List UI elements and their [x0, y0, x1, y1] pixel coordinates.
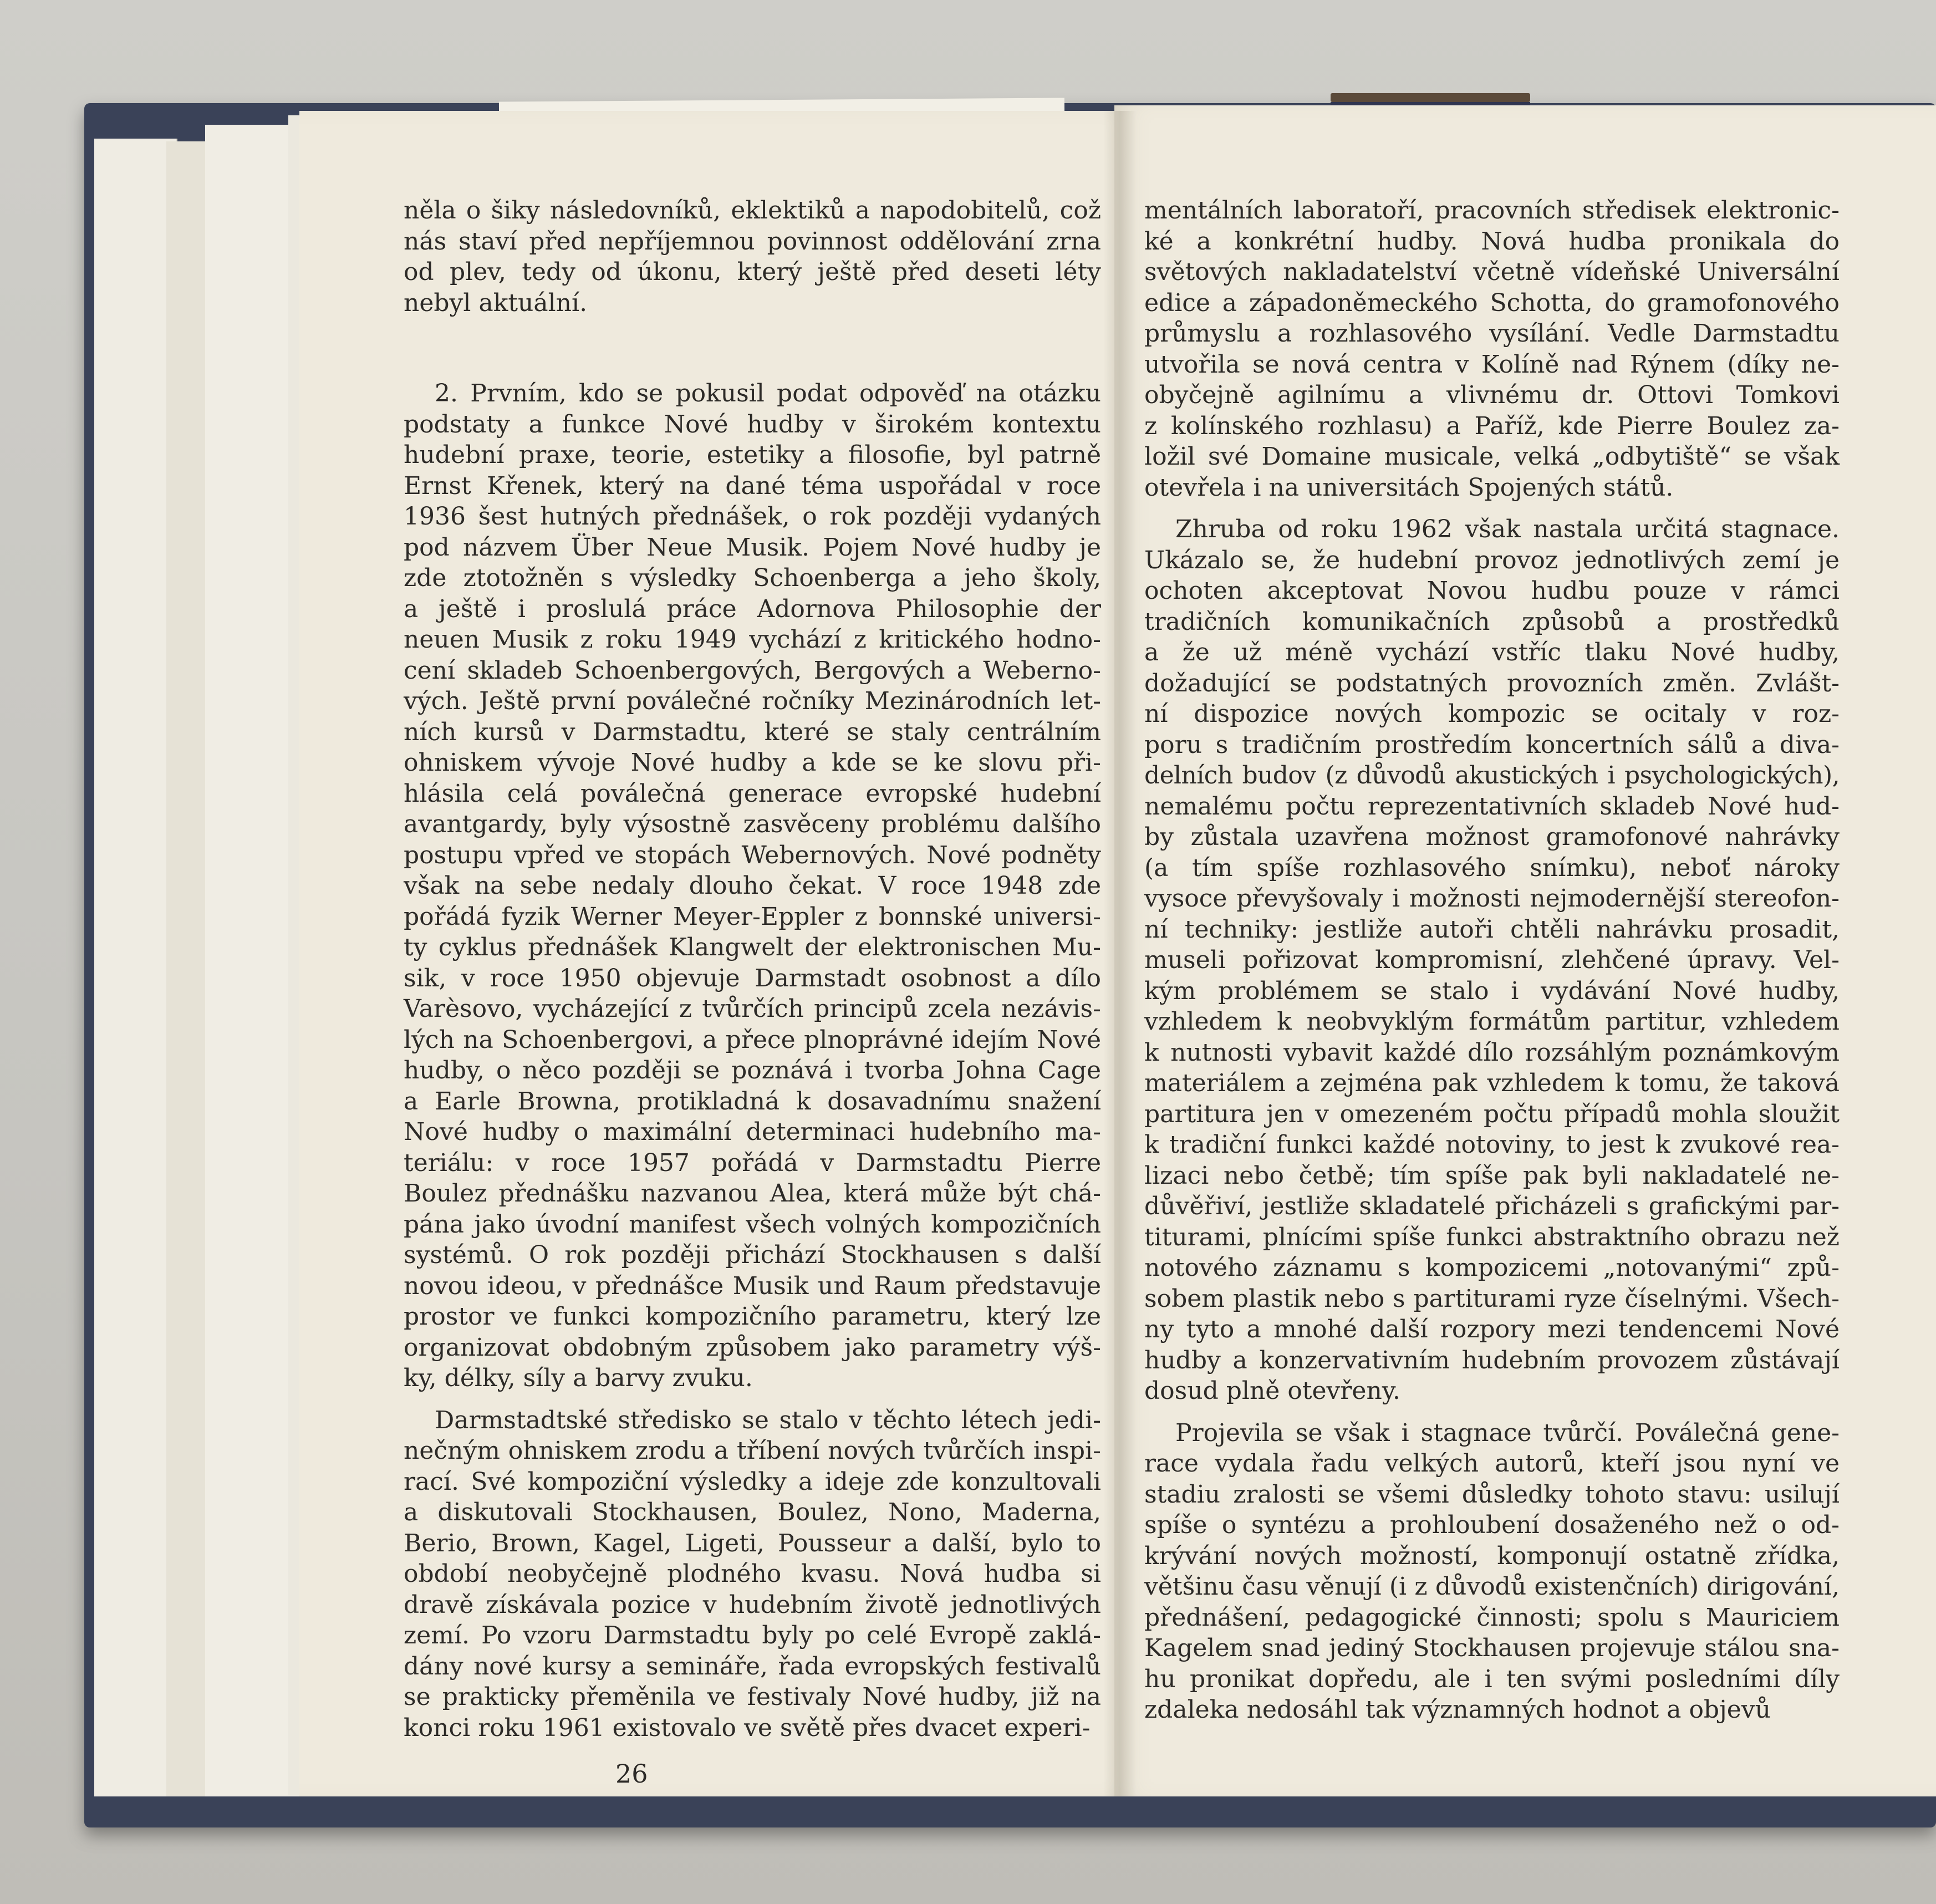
text-line: hudby a konzervativním hudebním provozem zůstávají: [1144, 1346, 1840, 1374]
text-line: mentálních laboratoří, pracovních středisek elektronic-: [1144, 196, 1840, 225]
text-line: ké a konkrétní hudby. Nová hudba pronikala do: [1144, 227, 1840, 256]
text-line: ochoten akceptovat Novou hudbu pouze v rámci: [1144, 577, 1840, 605]
text-line: z kolínského rozhlasu) a Paříž, kde Pierre Boulez za-: [1144, 411, 1840, 440]
text-line: vzhledem k neobvyklým formátům partitur, vzhledem: [1144, 1007, 1840, 1036]
text-line: dány nové kursy a semináře, řada evropských festivalů: [404, 1652, 1101, 1681]
text-line: Kagelem snad jediný Stockhausen projevuje stálou sna-: [1144, 1634, 1840, 1662]
text-line: sobem plastik nebo s partiturami ryze číselnými. Všech-: [1144, 1284, 1840, 1313]
text-line: vých. Ještě první poválečné ročníky Mezinárodních let-: [404, 687, 1101, 715]
text-line: cení skladeb Schoenbergových, Bergových a Weberno-: [404, 656, 1101, 685]
paragraph: [1144, 195, 1840, 503]
text-line: dožadující se podstatných provozních změn. Zvlášt-: [1144, 669, 1840, 698]
text-line: něla o šiky následovníků, eklektiků a napodobitelů, což: [404, 196, 1101, 225]
text-line: nečným ohniskem zrodu a tříbení nových tvůrčích inspi-: [404, 1437, 1101, 1465]
text-line: Ernst Křenek, který na dané téma uspořádal v roce: [404, 471, 1101, 500]
text-line: průmyslu a rozhlasového vysílání. Vedle Darmstadtu: [1144, 319, 1840, 348]
text-line: obyčejně agilnímu a vlivnému dr. Ottovi Tomkovi: [1144, 381, 1840, 409]
text-line: hu pronikat dopředu, ale i ten svými posledními díly: [1144, 1664, 1840, 1693]
text-line: období neobyčejně plodného kvasu. Nová hudba si: [404, 1560, 1101, 1588]
text-line: ních kursů v Darmstadtu, které se staly centrálním: [404, 717, 1101, 746]
text-line: Ukázalo se, že hudební provoz jednotlivých zemí je: [1144, 546, 1840, 574]
text-line: důvěřiví, jestliže skladatelé přicházeli s grafickými par-: [1144, 1192, 1840, 1220]
text-line: přednášení, pedagogické činnosti; spolu s Mauriciem: [1144, 1603, 1840, 1632]
text-line: ní dispozice nových kompozic se ocitaly v roz-: [1144, 700, 1840, 728]
text-line: 1936 šest hutných přednášek, o rok později vydaných: [404, 502, 1101, 531]
text-line: Berio, Brown, Kagel, Ligeti, Pousseur a další, bylo to: [404, 1529, 1101, 1557]
text-line: Darmstadtské středisko se stalo v těchto létech jedi-: [435, 1406, 1101, 1434]
text-line: však na sebe nedaly dlouho čekat. V roce 1948 zde: [404, 872, 1101, 900]
text-line: světových nakladatelství včetně vídeňské Universální: [1144, 258, 1840, 286]
paragraph-gap: [404, 318, 1101, 378]
text-line: většinu času věnují (i z důvodů existenčních) dirigování,: [1144, 1572, 1840, 1601]
paragraph-gap: [1144, 1407, 1840, 1418]
text-line: neuen Musik z roku 1949 vychází z kritického hodno-: [404, 625, 1101, 654]
text-line: by zůstala uzavřena možnost gramofonové nahrávky: [1144, 823, 1840, 851]
text-line: rací. Své kompoziční výsledky a ideje zde konzultovali: [404, 1467, 1101, 1496]
text-line: (a tím spíše rozhlasového snímku), neboť nároky: [1144, 853, 1840, 882]
text-line: otevřela i na universitách Spojených států.: [1144, 473, 1674, 502]
text-line: k tradiční funkci každé notoviny, to jest k zvukové rea-: [1144, 1131, 1840, 1159]
text-line: 2. Prvním, kdo se pokusil podat odpověď na otázku: [435, 379, 1101, 408]
text-line: hlásila celá poválečná generace evropské hudební: [404, 779, 1101, 808]
paragraph-gap: [404, 1394, 1101, 1405]
text-line: utvořila se nová centra v Kolíně nad Rýnem (díky ne-: [1144, 350, 1840, 379]
text-line: spíše o syntézu a prohloubení dosaženého než o od-: [1144, 1511, 1840, 1539]
text-line: krývání nových možností, komponují ostatně zřídka,: [1144, 1541, 1840, 1570]
text-line: podstaty a funkce Nové hudby v širokém kontextu: [404, 410, 1101, 439]
text-line: hudební praxe, teorie, estetiky a filosofie, byl patrně: [404, 441, 1101, 469]
text-line: se prakticky přeměnila ve festivaly Nové hudby, již na: [404, 1683, 1101, 1711]
text-line: organizovat obdobným způsobem jako parametry výš-: [404, 1333, 1101, 1362]
text-line: tradičních komunikačních způsobů a prostředků: [1144, 607, 1840, 636]
book-gutter: [1103, 111, 1137, 1796]
text-line: titurami, plnícími spíše funkci abstraktního obrazu než: [1144, 1223, 1840, 1251]
page-number: 26: [615, 1759, 648, 1789]
text-line: a ještě i proslulá práce Adornova Philosophie der: [404, 594, 1101, 623]
text-line: stadiu zralosti se všemi důsledky tohoto stavu: usilují: [1144, 1480, 1840, 1509]
text-line: ní techniky: jestliže autoři chtěli nahrávku prosadit,: [1144, 915, 1840, 944]
text-line: ložil své Domaine musicale, velká „odbytiště“ se však: [1144, 442, 1840, 471]
text-line: zdaleka nedosáhl tak významných hodnot a objevů: [1144, 1696, 1771, 1724]
paragraph: [404, 1405, 1101, 1744]
text-line: Projevila se však i stagnace tvůrčí. Poválečná gene-: [1175, 1418, 1840, 1447]
text-line: avantgardy, byly výsostně zasvěceny problému dalšího: [404, 810, 1101, 838]
text-line: lých na Schoenbergovi, a přece plnoprávné idejím Nové: [404, 1025, 1101, 1054]
text-line: od plev, tedy od úkonu, který ještě před deseti léty: [404, 258, 1101, 286]
text-line: ky, délky, síly a barvy zvuku.: [404, 1364, 753, 1392]
text-line: sik, v roce 1950 objevuje Darmstadt osobnost a dílo: [404, 964, 1101, 992]
text-line: a že už méně vychází vstříc tlaku Nové hudby,: [1144, 638, 1840, 666]
text-line: postupu vpřed ve stopách Webernových. Nové podněty: [404, 841, 1101, 869]
text-line: lizaci nebo četbě; tím spíše pak byli nakladatelé ne-: [1144, 1161, 1840, 1190]
paragraph: [1144, 1418, 1840, 1725]
text-line: edice a západoněmeckého Schotta, do gramofonového: [1144, 288, 1840, 317]
text-line: dosud plně otevřeny.: [1144, 1377, 1400, 1405]
text-line: zde ztotožněn s výsledky Schoenberga a jeho školy,: [404, 564, 1101, 592]
text-line: konci roku 1961 existovalo ve světě přes dvacet experi-: [404, 1713, 1091, 1742]
paragraph: [404, 378, 1101, 1394]
text-line: systémů. O rok později přichází Stockhausen s další: [404, 1241, 1101, 1269]
text-line: pána jako úvodní manifest všech volných kompozičních: [404, 1210, 1101, 1239]
text-line: dravě získávala pozice v hudebním životě jednotlivých: [404, 1590, 1101, 1619]
text-line: nás staví před nepříjemnou povinnost oddělování zrna: [404, 227, 1101, 256]
text-line: race vydala řadu velkých autorů, kteří jsou nyní ve: [1144, 1449, 1840, 1478]
text-line: a diskutovali Stockhausen, Boulez, Nono, Maderna,: [404, 1498, 1101, 1526]
text-line: teriálu: v roce 1957 pořádá v Darmstadtu Pierre: [404, 1148, 1101, 1177]
text-line: zemí. Po vzoru Darmstadtu byly po celé Evropě zaklá-: [404, 1621, 1101, 1650]
text-line: ohniskem vývoje Nové hudby a kde se ke slovu při-: [404, 749, 1101, 777]
text-line: a Earle Browna, protikladná k dosavadnímu snažení: [404, 1087, 1101, 1116]
paragraph: [404, 195, 1101, 318]
text-line: vysoce převyšovaly i možnosti nejmodernější stereofon-: [1144, 884, 1840, 913]
text-line: partitura jen v omezeném počtu případů mohla sloužit: [1144, 1099, 1840, 1128]
text-line: prostor ve funkci kompozičního parametru, který lze: [404, 1302, 1101, 1331]
text-line: nemalému počtu reprezentativních skladeb Nové hud-: [1144, 792, 1840, 821]
text-line: novou ideou, v přednášce Musik und Raum představuje: [404, 1271, 1101, 1300]
text-line: nebyl aktuální.: [404, 288, 588, 317]
text-line: Varèsovo, vycházející z tvůrčích principů zcela nezávis-: [404, 995, 1101, 1023]
text-line: notového záznamu s kompozicemi „notovanými“ způ-: [1144, 1254, 1840, 1282]
text-line: materiálem a zejména pak vzhledem k tomu, že taková: [1144, 1069, 1840, 1097]
paragraph-gap: [1144, 503, 1840, 514]
text-line: poru s tradičním prostředím koncertních sálů a diva-: [1144, 730, 1840, 759]
text-line: kým problémem se stalo i vydávání Nové hudby,: [1144, 976, 1840, 1005]
bookmark-edge: [1331, 93, 1530, 102]
text-line: hudby, o něco později se poznává i tvorba Johna Cage: [404, 1056, 1101, 1085]
text-line: ty cyklus přednášek Klangwelt der elektronischen Mu-: [404, 933, 1101, 961]
right-text-column: [1144, 195, 1840, 1725]
paragraph: [1144, 514, 1840, 1407]
text-line: delních budov (z důvodů akustických i psychologických),: [1144, 761, 1840, 790]
text-line: k nutnosti vybavit každé dílo rozsáhlým poznámkovým: [1144, 1038, 1840, 1067]
text-line: pořádá fyzik Werner Meyer-Eppler z bonnské universi-: [404, 902, 1101, 931]
left-text-column: [404, 195, 1101, 1743]
text-line: Boulez přednášku nazvanou Alea, která může být chá-: [404, 1179, 1101, 1208]
page-edge: [94, 139, 177, 1796]
text-line: Zhruba od roku 1962 však nastala určitá stagnace.: [1175, 515, 1840, 543]
text-line: pod názvem Über Neue Musik. Pojem Nové hudby je: [404, 533, 1101, 562]
text-line: ny tyto a mnohé další rozpory mezi tendencemi Nové: [1144, 1315, 1840, 1343]
text-line: museli pořizovat kompromisní, zlehčené úpravy. Vel-: [1144, 946, 1840, 974]
text-line: Nové hudby o maximální determinaci hudebního ma-: [404, 1118, 1101, 1146]
